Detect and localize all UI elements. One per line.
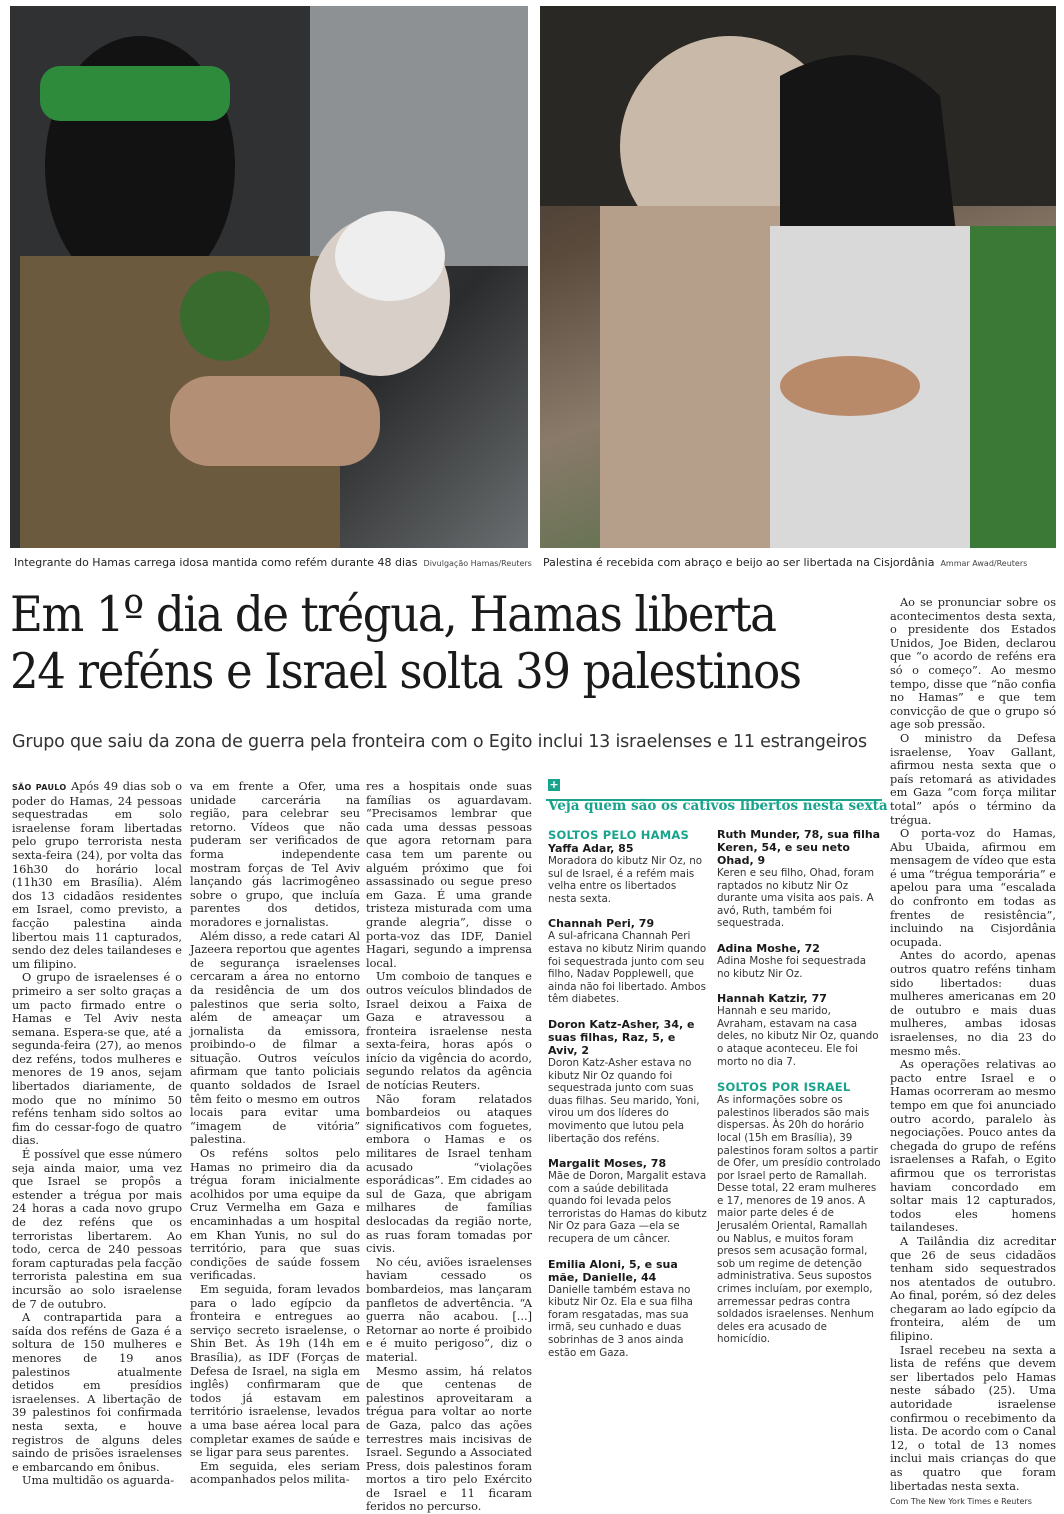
headline-line-2: 24 reféns e Israel solta 39 palestinos xyxy=(10,643,801,700)
article-column-3 xyxy=(366,780,532,1514)
section-heading-hamas: SOLTOS PELO HAMAS xyxy=(548,828,689,842)
photo-caption-right xyxy=(543,556,1027,569)
hostage-entry xyxy=(548,842,708,905)
article-paragraph: Israel recebeu na sexta a lista de reféns que devem ser libertados pelo Hamas neste sábado (25). Uma autoridade israelense confirmou o recebimento da lista. De acordo com o Canal 12, o total de 13 nomes inclui mais crianças do que as quatro que foram libertadas nesta sexta. xyxy=(890,1343,1056,1493)
israel-release-description: As informações sobre os palestinos liberados são mais dispersas. Às 20h do horário local (15h em Brasília), 39 palestinos foram soltos a partir de Ofer, um presídio controlado por Israel perto de Ramallah. Desse total, 22 eram mulheres e 17, menores de 19 anos. A maior parte deles é de Jerusalém Oriental, Ramallah ou Nablus, e muitos foram presos sem acusação formal, sob um regime de detenção administrativa. Seus supostos crimes incluíam, por exemplo, arremessar pedras contra soldados israelenses. Nenhum deles era acusado de homicídio. xyxy=(717,1094,881,1346)
hostage-entry xyxy=(548,1157,708,1246)
hostage-description: A sul-africana Channah Peri estava no kibutz Nirim quando foi sequestrada junto com seu filho, Nadav Popplewell, que ainda não foi libertado. Ambos têm diabetes. xyxy=(548,930,707,1006)
hostage-entry xyxy=(717,828,882,930)
article-paragraph: O ministro da Defesa israelense, Yoav Gallant, afirmou nesta sexta que o país retomará as atividades em Gaza “com força militar total” após o término da trégua. xyxy=(890,731,1056,827)
box-column-2 xyxy=(717,828,882,1346)
article-paragraph: É possível que esse número seja ainda maior, uma vez que Israel se propôs a estender a trégua por mais 24 horas a cada novo grupo de dez reféns que os terroristas libertarem. Ao todo, cerca de 240 pessoas foram capturadas pela facção terrorista palestina em sua incursão ao solo israelense de 7 de outubro. xyxy=(12,1148,182,1311)
photo-caption-left xyxy=(14,556,532,569)
photo-credit: Divulgação Hamas/Reuters xyxy=(423,559,532,568)
caption-text: Palestina é recebida com abraço e beijo ao ser libertada na Cisjordânia xyxy=(543,556,935,569)
article-paragraph: Não foram relatados bombardeios ou ataques significativos com foguetes, embora o Hamas e os militares de Israel tenham acusado “violações esporádicas”. Em cidades ao sul de Gaza, que abrigam milhares de famílias deslocadas da região norte, as ruas foram tomadas por civis. xyxy=(366,1092,532,1256)
hostage-name: Hannah Katzir, 77 xyxy=(717,992,827,1006)
subheadline: Grupo que saiu da zona de guerra pela fronteira com o Egito inclui 13 israelenses e 11 estrangeiros xyxy=(12,732,867,752)
hostage-entry xyxy=(717,992,882,1068)
article-column-right xyxy=(890,596,1056,1509)
headline xyxy=(10,586,810,700)
article-paragraph: No céu, aviões israelenses haviam cessado os bombardeios, mas lançaram panfletos de advertência. “A guerra não acabou. [...] Retornar ao norte é proibido e é muito perigoso”, diz o material. xyxy=(366,1255,532,1364)
article-paragraph: Além disso, a rede catari Al Jazeera reportou que agentes de segurança israelenses cercaram a área no entorno da residência de um dos palestinos que seria solto, além de ameaçar um jornalista da emissora, proibindo-o de filmar a situação. Outros veículos afirmam que tanto policiais quanto soldados de Israel têm feito o mesmo em outros locais para evitar uma “imagem de vitória” palestina. xyxy=(190,929,360,1147)
article-credit: Com The New York Times e Reuters xyxy=(890,1497,1032,1507)
article-paragraph: Os reféns soltos pelo Hamas no primeiro dia da trégua foram inicialmente acolhidos por uma equipe da Cruz Vermelha em Gaza e encaminhadas a um hospital em Khan Yunis, no sul do território, para que suas condições de saúde fossem verificadas. xyxy=(190,1147,360,1283)
caption-text: Integrante do Hamas carrega idosa mantida como refém durante 48 dias xyxy=(14,556,418,569)
article-paragraph: Mesmo assim, há relatos de que centenas de palestinos aproveitaram a trégua para voltar ao norte de Gaza, palco das ações terrestres mais incisivas de Israel. Segundo a Associated Press, dois palestinos foram mortos a tiro pelo Exército de Israel e 11 ficaram feridos no percurso. xyxy=(366,1364,532,1514)
article-paragraph: O porta-voz do Hamas, Abu Ubaida, afirmou em mensagem de vídeo que esta é uma “trégua temporária” e apelou para uma “escalada do confronto em todas as frentes de resistência”, incluindo na Cisjordânia ocupada. xyxy=(890,827,1056,949)
article-paragraph: A Tailândia diz acreditar que 26 de seus cidadãos tenham sido sequestrados nos atentados de outubro. Ao final, porém, só dez deles chegaram ao lado egípcio da fronteira, além de um filipino. xyxy=(890,1234,1056,1344)
box-column-1 xyxy=(548,828,708,1371)
hostage-description: Adina Moshe foi sequestrada no kibutz Nir Oz. xyxy=(717,954,866,980)
hostage-description: Keren e seu filho, Ohad, foram raptados no kibutz Nir Oz durante uma visita aos pais. A avó, Ruth, também foi sequestrada. xyxy=(717,867,875,930)
section-heading-israel: SOLTOS POR ISRAEL xyxy=(717,1080,851,1095)
hostage-description: Moradora do kibutz Nir Oz, no sul de Israel, é a refém mais velha entre os libertados nesta sexta. xyxy=(548,855,703,905)
article-column-2 xyxy=(190,780,360,1487)
hostage-entry xyxy=(548,917,708,1006)
photo-credit: Ammar Awad/Reuters xyxy=(940,559,1028,568)
article-paragraph: Uma multidão os aguarda- xyxy=(22,1474,175,1488)
photo-palestinian-released xyxy=(540,6,1056,548)
headline-line-1: Em 1º dia de trégua, Hamas liberta xyxy=(10,586,776,643)
article-paragraph: Ao se pronunciar sobre os acontecimentos desta sexta, o presidente dos Estados Unidos, Joe Biden, declarou que “o acordo de reféns era só o começo”. Ao mesmo tempo, disse que “não confia no Hamas” e que tem convicção de que o grupo só age sob pressão. xyxy=(890,596,1056,732)
hostage-entry xyxy=(548,1258,708,1360)
article-column-1 xyxy=(12,780,182,1488)
hostage-entry xyxy=(717,942,882,980)
dateline: SÃO PAULO xyxy=(12,783,67,792)
hostage-name: Channah Peri, 79 xyxy=(548,917,655,931)
article-paragraph: SÃO PAULO Após 49 dias sob o poder do Hamas, 24 pessoas sequestradas em solo israelense foram libertadas pelo grupo terrorista nesta sexta-feira (24), por volta das 16h30 do horário local (11h30 em Brasília). Além dos 13 cidadãos residentes em Israel, como previsto, a facção palestina ainda libertou mais 11 capturados, sendo dez deles tailandeses e um filipino. xyxy=(12,780,182,971)
hostage-name: Margalit Moses, 78 xyxy=(548,1157,667,1171)
photo-left-image xyxy=(10,6,528,548)
hostage-name: Adina Moshe, 72 xyxy=(717,941,820,955)
article-paragraph: As operações relativas ao pacto entre Israel e o Hamas ocorreram ao mesmo tempo em que foi anunciado outro acordo, paralelo às negociações. Pouco antes da chegada do grupo de reféns israelenses a Rafah, o Egito afirmou que os terroristas haviam concordado em soltar mais 12 capturados, todos eles homens tailandeses. xyxy=(890,1058,1056,1235)
photo-hamas-hostage xyxy=(10,6,528,548)
article-paragraph: res a hospitais onde suas famílias os aguardavam. “Precisamos lembrar que cada uma dessas pessoas que agora retornam para casa tem um parente ou alguém próximo que foi assassinado ou segue preso em Gaza. É uma grande tristeza misturada com uma grande alegria”, disse o porta-voz das IDF, Daniel Hagari, segundo a imprensa local. xyxy=(366,780,532,970)
hostage-name: Emilia Aloni, 5, e sua mãe, Danielle, 44 xyxy=(548,1257,678,1284)
article-paragraph: O grupo de israelenses é o primeiro a ser solto graças a um pacto firmado entre o Hamas e Tel Aviv nesta semana. Espera-se que, até a segunda-feira (27), ao menos dez reféns, todos mulheres e menores de 19 anos, sejam libertados diariamente, de modo que no mínimo 50 reféns tenham sido soltos ao fim do cessar-fogo de quatro dias. xyxy=(12,971,182,1148)
article-paragraph: Em seguida, eles seriam acompanhados pelos milita- xyxy=(190,1459,360,1487)
hostage-description: Hannah e seu marido, Avraham, estavam na casa deles, no kibutz Nir Oz, quando o ataque aconteceu. Ele foi morto no dia 7. xyxy=(717,1005,879,1068)
plus-icon: + xyxy=(549,778,559,791)
hostage-name: Yaffa Adar, 85 xyxy=(548,842,634,855)
article-paragraph: A contrapartida para a saída dos reféns de Gaza é a soltura de 150 mulheres e menores de 19 anos palestinos atualmente detidos em presídios israelenses. A libertação de 39 palestinos foi confirmada nesta sexta, e houve registros de alguns deles saindo de prisões israelenses e embarcando em ônibus. xyxy=(12,1311,182,1474)
hostage-description: Doron Katz-Asher estava no kibutz Nir Oz quando foi sequestrada junto com suas duas filhas. Seu marido, Yoni, virou um dos líderes do movimento que lutou pela libertação dos reféns. xyxy=(548,1056,700,1145)
hostage-entry xyxy=(548,1018,708,1145)
photo-right-image xyxy=(540,6,1056,548)
article-paragraph: Antes do acordo, apenas outros quatro reféns tinham sido libertados: duas mulheres americanas em 20 de outubro e mais duas mulheres, ambas idosas israelenses, no dia 23 do mesmo mês. xyxy=(890,949,1056,1058)
hostage-description: Mãe de Doron, Margalit estava com a saúde debilitada quando foi levada pelos terroristas do Hamas do kibutz Nir Oz para Gaza —ela se recupera de um câncer. xyxy=(548,1170,707,1246)
article-paragraph: va em frente a Ofer, uma unidade carcerária na região, para celebrar seu retorno. Vídeos que não puderam ser verificados de forma independente mostram forças de Tel Aviv lançando gás lacrimogêneo sobre o grupo, que incluía parentes dos detidos, moradores e jornalistas. xyxy=(190,780,360,929)
box-title: Veja quem são os cativos libertos nesta sexta xyxy=(548,798,888,814)
hostage-name: Doron Katz-Asher, 34, e suas filhas, Raz, 5, e Aviv, 2 xyxy=(548,1017,695,1057)
article-paragraph: Um comboio de tanques e outros veículos blindados de Israel deixou a Faixa de Gaza e atravessou a fronteira israelense nesta sexta-feira, horas após o início da vigência do acordo, segundo relatos da agência de notícias Reuters. xyxy=(366,970,532,1093)
hostage-description: Danielle também estava no kibutz Nir Oz. Ela e sua filha foram resgatadas, mas sua irmã, seu cunhado e duas sobrinhas de 3 anos ainda estão em Gaza. xyxy=(548,1283,693,1359)
hostage-name: Ruth Munder, 78, sua filha Keren, 54, e seu neto Ohad, 9 xyxy=(717,828,881,867)
article-paragraph: Em seguida, foram levados para o lado egípcio da fronteira e entregues ao serviço secreto israelense, o Shin Bet. Às 19h (14h em Brasília), as IDF (Forças de Defesa de Israel, na sigla em inglês) confirmaram que todos já estavam em território israelense, levados a uma base aérea local para completar exames de saúde e se ligar para seus parentes. xyxy=(190,1282,360,1460)
